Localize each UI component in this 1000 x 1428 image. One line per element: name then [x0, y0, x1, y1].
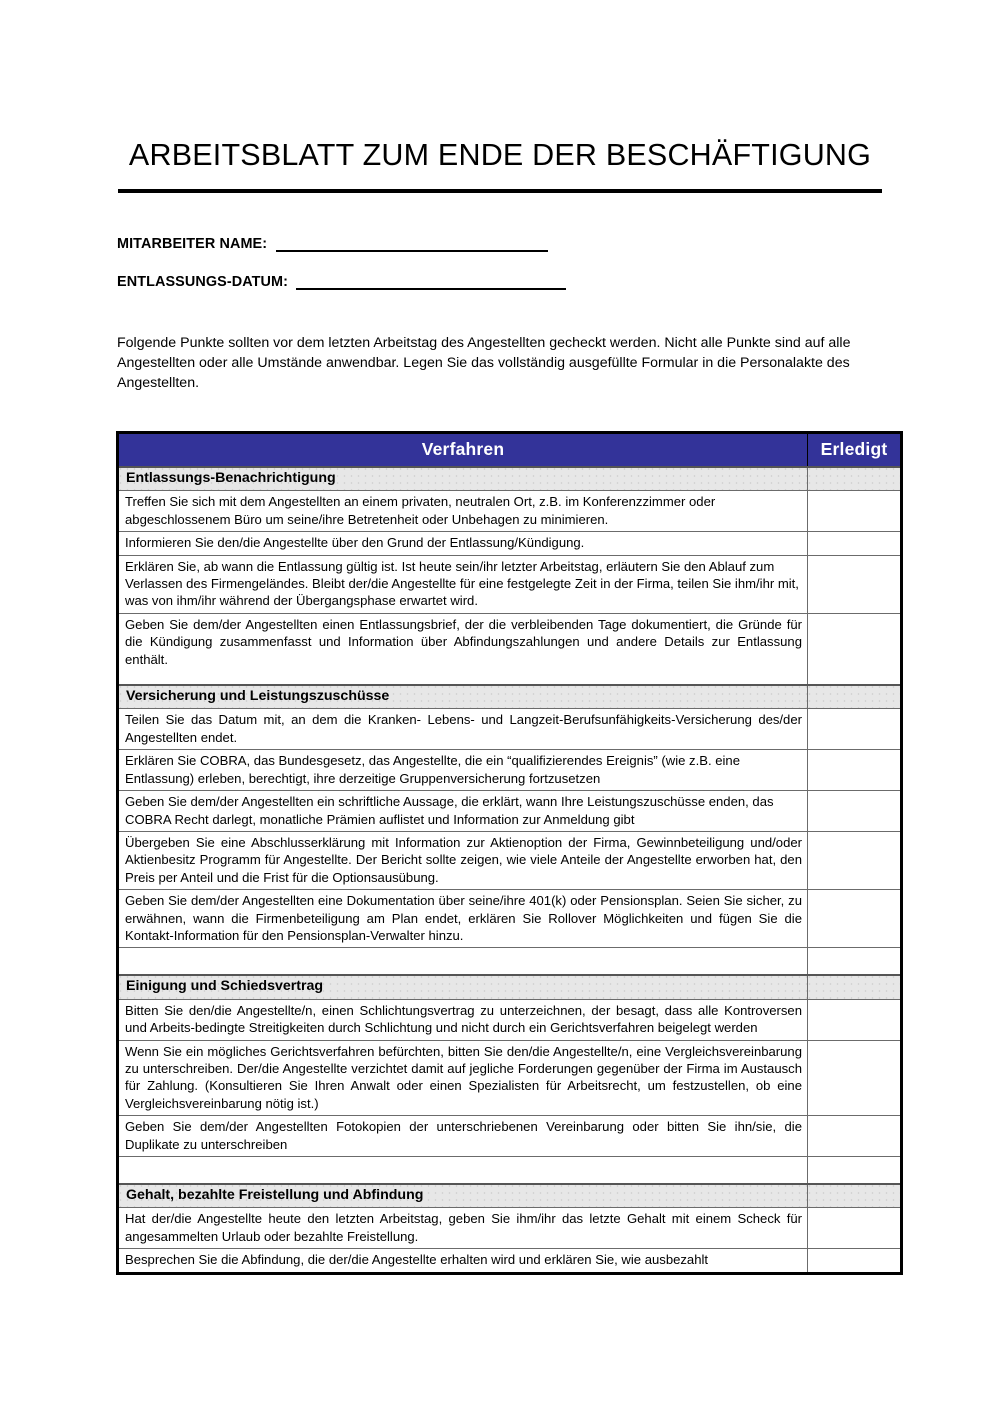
table-row [118, 890, 902, 948]
section-heading-row [118, 1184, 902, 1208]
done-checkbox-cell[interactable] [808, 532, 902, 555]
section-done-cell [808, 467, 902, 491]
table-body [118, 467, 902, 1273]
spacer-cell [118, 1157, 808, 1185]
section-heading-label: Entlassungs-Benachrichtigung [118, 467, 808, 491]
done-checkbox-cell[interactable] [808, 1040, 902, 1116]
section-done-cell [808, 975, 902, 999]
section-heading-row [118, 685, 902, 709]
table-head [118, 433, 902, 468]
done-checkbox-cell[interactable] [808, 791, 902, 832]
table-row [118, 613, 902, 685]
done-checkbox-cell[interactable] [808, 1249, 902, 1273]
column-header-done: Erledigt [808, 433, 902, 468]
table-row [118, 1116, 902, 1157]
intro-paragraph: Folgende Punkte sollten vor dem letzten Arbeitstag des Angestellten gecheckt werden. Nicht alle Punkte sind auf alle Angestellten oder alle Umstände anwendbar. Legen Sie das vollständig ausgefüllte Formular in die Personalakte des Angestellten. [117, 335, 851, 391]
field-row-termination-date [117, 273, 1000, 290]
procedure-cell: Bitten Sie den/die Angestellte/n, einen Schlichtungsvertrag zu unterzeichnen, der besagt, dass alle Kontroversen und Arbeits-bedingte Streitigkeiten durch Schlichtung und nicht durch ein Gerichtsverfahren beigelegt werden [118, 999, 808, 1040]
procedure-cell: Geben Sie dem/der Angestellten einen Entlassungsbrief, der die verbleibenden Tage dokumentiert, die Gründe für die Kündigung zusammenfasst und Information über Abfindungszahlungen und andere Details zur Entlassung enthält. [118, 613, 808, 685]
spacer-done-cell [808, 1157, 902, 1185]
table-row [118, 791, 902, 832]
section-done-cell [808, 1184, 902, 1208]
table-row [118, 1249, 902, 1273]
table-row [118, 1208, 902, 1249]
section-heading-label: Einigung und Schiedsvertrag [118, 975, 808, 999]
section-heading-label: Gehalt, bezahlte Freistellung und Abfindung [118, 1184, 808, 1208]
table-header-row [118, 433, 902, 468]
done-checkbox-cell[interactable] [808, 1208, 902, 1249]
done-checkbox-cell[interactable] [808, 613, 902, 685]
done-checkbox-cell[interactable] [808, 709, 902, 750]
employee-name-input[interactable] [276, 235, 548, 252]
title-divider [118, 189, 882, 193]
section-heading-label: Versicherung und Leistungszuschüsse [118, 685, 808, 709]
procedure-cell: Geben Sie dem/der Angestellten eine Dokumentation über seine/ihre 401(k) oder Pensionsplan. Seien Sie sicher, zu erwähnen, wann die Firmenbeteiligung am Plan endet, erklären Sie Rollover Möglichkeiten und fügen Sie die Kontakt-Information für den Pensionsplan-Verwalter hinzu. [118, 890, 808, 948]
termination-date-label: ENTLASSUNGS-DATUM: [117, 274, 289, 290]
field-row-employee-name [117, 235, 1000, 252]
checklist-table [116, 431, 903, 1275]
done-checkbox-cell[interactable] [808, 890, 902, 948]
page-title: ARBEITSBLATT ZUM ENDE DER BESCHÄFTIGUNG [128, 138, 872, 172]
table-row [118, 1040, 902, 1116]
procedure-cell: Erklären Sie COBRA, das Bundesgesetz, das Angestellte, die ein “qualifizierendes Ereignis” (wie z.B. eine Entlassung) erleben, berechtigt, ihre derzeitige Gruppenversicherung fortzusetzen [118, 750, 808, 791]
done-checkbox-cell[interactable] [808, 750, 902, 791]
section-heading-row [118, 467, 902, 491]
table-spacer-row [118, 948, 902, 976]
table-row [118, 491, 902, 532]
done-checkbox-cell[interactable] [808, 555, 902, 613]
table-row [118, 709, 902, 750]
spacer-cell [118, 948, 808, 976]
section-done-cell [808, 685, 902, 709]
termination-date-input[interactable] [296, 273, 566, 290]
fields-section [0, 235, 1000, 290]
procedure-cell: Übergeben Sie eine Abschlusserklärung mit Information zur Aktienoption der Firma, Gewinnbeteiligung und/oder Aktienbesitz Programm für Angestellte. Der Bericht sollte zeigen, wie viele Anteile der Angestellte erworben hat, den Preis per Anteil und die Frist für die Optionsausübung. [118, 831, 808, 889]
procedure-cell: Geben Sie dem/der Angestellten ein schriftliche Aussage, die erklärt, wann Ihre Leistungszuschüsse enden, das COBRA Recht darlegt, monatliche Prämien auflistet und Information zur Anmeldung gibt [118, 791, 808, 832]
done-checkbox-cell[interactable] [808, 1116, 902, 1157]
procedure-cell: Erklären Sie, ab wann die Entlassung gültig ist. Ist heute sein/ihr letzter Arbeitstag, erläutern Sie den Ablauf zum Verlassen des Firmengeländes. Bleibt der/die Angestellte für eine festgelegte Zeit in der Firma, teilen Sie ihm/ihr mit, was von ihm/ihr während der Übergangsphase erwartet wird. [118, 555, 808, 613]
done-checkbox-cell[interactable] [808, 491, 902, 532]
employee-name-label: MITARBEITER NAME: [117, 236, 268, 252]
table-row [118, 831, 902, 889]
table-spacer-row [118, 1157, 902, 1185]
title-block [0, 138, 1000, 193]
procedure-cell: Hat der/die Angestellte heute den letzten Arbeitstag, geben Sie ihm/ihr das letzte Gehalt mit einem Scheck für angesammelten Urlaub oder bezahlte Freistellung. [118, 1208, 808, 1249]
document-page [0, 138, 1000, 1428]
procedure-cell: Besprechen Sie die Abfindung, die der/die Angestellte erhalten wird und erklären Sie, wie ausbezahlt [118, 1249, 808, 1273]
table-row [118, 999, 902, 1040]
spacer-done-cell [808, 948, 902, 976]
procedure-cell: Teilen Sie das Datum mit, an dem die Kranken- Lebens- und Langzeit-Berufsunfähigkeits-Versicherung des/der Angestellten endet. [118, 709, 808, 750]
done-checkbox-cell[interactable] [808, 831, 902, 889]
section-heading-row [118, 975, 902, 999]
table-row [118, 555, 902, 613]
checklist-table-wrapper [0, 431, 1000, 1275]
table-row [118, 532, 902, 555]
procedure-cell: Wenn Sie ein mögliches Gerichtsverfahren befürchten, bitten Sie den/die Angestellte/n, eine Vergleichsvereinbarung zu unterschreiben. Der/die Angestellte verzichtet damit auf jegliche Forderungen gegenüber der Firma im Austausch für Zahlung. (Konsultieren Sie Ihren Anwalt oder einen Spezialisten für Arbeitsrecht, um festzustellen, ob eine Vergleichsvereinbarung nötig ist.) [118, 1040, 808, 1116]
done-checkbox-cell[interactable] [808, 999, 902, 1040]
procedure-cell: Informieren Sie den/die Angestellte über den Grund der Entlassung/Kündigung. [118, 532, 808, 555]
column-header-procedure: Verfahren [118, 433, 808, 468]
table-row [118, 750, 902, 791]
procedure-cell: Geben Sie dem/der Angestellten Fotokopien der unterschriebenen Vereinbarung oder bitten Sie ihn/sie, die Duplikate zu unterschreiben [118, 1116, 808, 1157]
procedure-cell: Treffen Sie sich mit dem Angestellten an einem privaten, neutralen Ort, z.B. im Konferenzzimmer oder abgeschlossenem Büro um seine/ihre Betretenheit oder Unbehagen zu minimieren. [118, 491, 808, 532]
